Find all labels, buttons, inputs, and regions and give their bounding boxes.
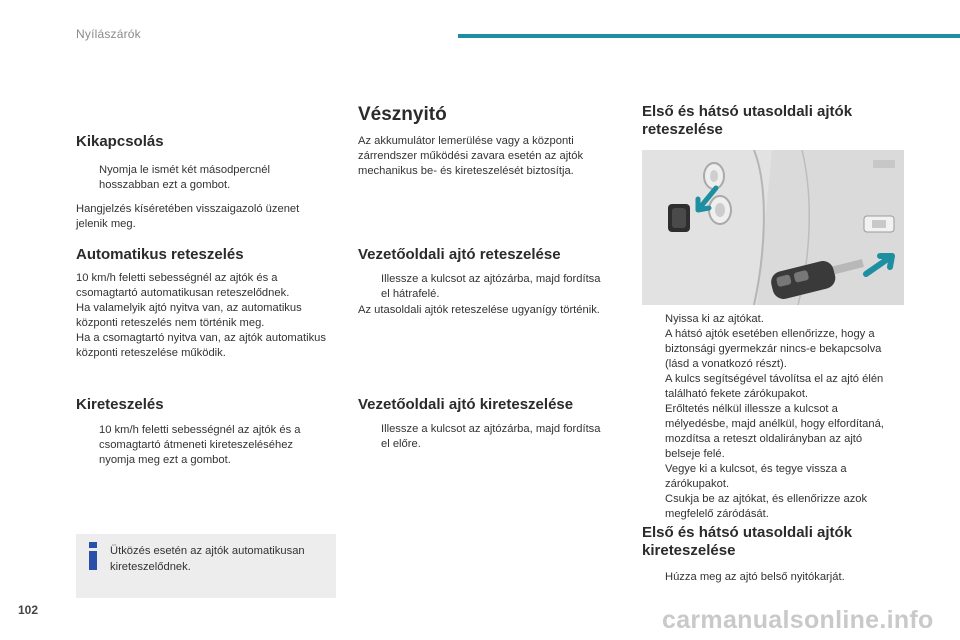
page-header-title: Nyílászárók <box>76 27 141 41</box>
section-title: Első és hátsó utasoldali ajtók reteszelése <box>642 103 853 138</box>
list-item-text: Nyomja le ismét két másodpercnél hosszabban ezt a gombot. <box>99 164 270 191</box>
section-title: Első és hátsó utasoldali ajtók kireteszelése <box>642 524 853 559</box>
paragraph: Az utasoldali ajtók reteszelése ugyanígy történik. <box>358 304 600 316</box>
page-number: 102 <box>18 603 39 617</box>
section-title: Vésznyitó <box>358 104 447 125</box>
list-item-text: A hátsó ajtók esetében ellenőrizze, hogy a biztonsági gyermekzár nincs-e bekapcsolva (lásd a vonatkozó részt). <box>665 328 882 370</box>
section-title: Kireteszelés <box>76 396 164 413</box>
section-vezetooldali-kireteszeles <box>358 396 608 452</box>
section-title: Vezetőoldali ajtó kireteszelése <box>358 396 574 413</box>
info-icon <box>86 542 100 570</box>
list-utasoldali-reteszeles <box>642 312 898 522</box>
list-item <box>642 462 898 492</box>
list-item <box>358 272 608 302</box>
list-item-text: Erőltetés nélkül illessze a kulcsot a mélyedésbe, majd anélkül, hogy elfordítaná, mozdítsa a reteszt oldalirányban az ajtó belseje felé. <box>665 403 884 460</box>
list-item <box>642 570 898 585</box>
paragraph: Hangjelzés kíséretében visszaigazoló üzenet jelenik meg. <box>76 203 300 230</box>
info-box <box>76 534 336 598</box>
header-accent-bar <box>458 34 960 38</box>
list-item <box>642 312 898 327</box>
list-item-text: 10 km/h feletti sebességnél az ajtók és a csomagtartó átmeneti kireteszeléséhez nyomja meg ezt a gombot. <box>99 424 301 466</box>
section-vesznyito <box>358 104 608 179</box>
section-title: Vezetőoldali ajtó reteszelése <box>358 246 561 263</box>
list-item <box>76 163 328 193</box>
section-title: Automatikus reteszelés <box>76 246 244 263</box>
section-kikapcsolas <box>76 133 328 232</box>
list-item-text: Csukja be az ajtókat, és ellenőrizze azok megfelelő záródását. <box>665 493 868 520</box>
list-item-text: Illessze a kulcsot az ajtózárba, majd fordítsa el hátrafelé. <box>381 273 601 300</box>
section-utasoldali-reteszeles-title <box>642 103 892 139</box>
door-lock-illustration <box>642 150 904 305</box>
info-text: Ütközés esetén az ajtók automatikusan kireteszelődnek. <box>110 545 305 573</box>
list-item <box>642 402 898 462</box>
watermark: carmanualsonline.info <box>662 606 934 634</box>
paragraph: 10 km/h feletti sebességnél az ajtók és a csomagtartó automatikusan reteszelődnek. Ha valamelyik ajtó nyitva van, az automatikus központi reteszelés nem történik meg. Ha a csomagtartó nyitva van, az ajtók automatikus központi reteszelése működik. <box>76 272 326 359</box>
list-item <box>642 372 898 402</box>
list-item-text: Illessze a kulcsot az ajtózárba, majd fordítsa el előre. <box>381 423 601 450</box>
section-title: Kikapcsolás <box>76 133 164 150</box>
section-utasoldali-kireteszeles <box>642 524 898 585</box>
door-lock-image <box>642 150 904 305</box>
section-automatikus <box>76 246 332 361</box>
list-item-text: Vegye ki a kulcsot, és tegye vissza a zárókupakot. <box>665 463 847 490</box>
section-vezetooldali-reteszeles <box>358 246 608 318</box>
section-kireteszeles <box>76 396 332 468</box>
list-item <box>358 422 608 452</box>
list-item-text: Húzza meg az ajtó belső nyitókarját. <box>665 571 845 583</box>
list-item <box>76 423 332 468</box>
list-item-text: Nyissa ki az ajtókat. <box>665 313 764 325</box>
paragraph: Az akkumulátor lemerülése vagy a központi zárrendszer működési zavara esetén az ajtók mechanikus be- és kireteszelését biztosítja. <box>358 135 584 177</box>
list-item-text: A kulcs segítségével távolítsa el az ajtó élén található fekete zárókupakot. <box>665 373 884 400</box>
list-item <box>642 492 898 522</box>
list-item <box>642 327 898 372</box>
